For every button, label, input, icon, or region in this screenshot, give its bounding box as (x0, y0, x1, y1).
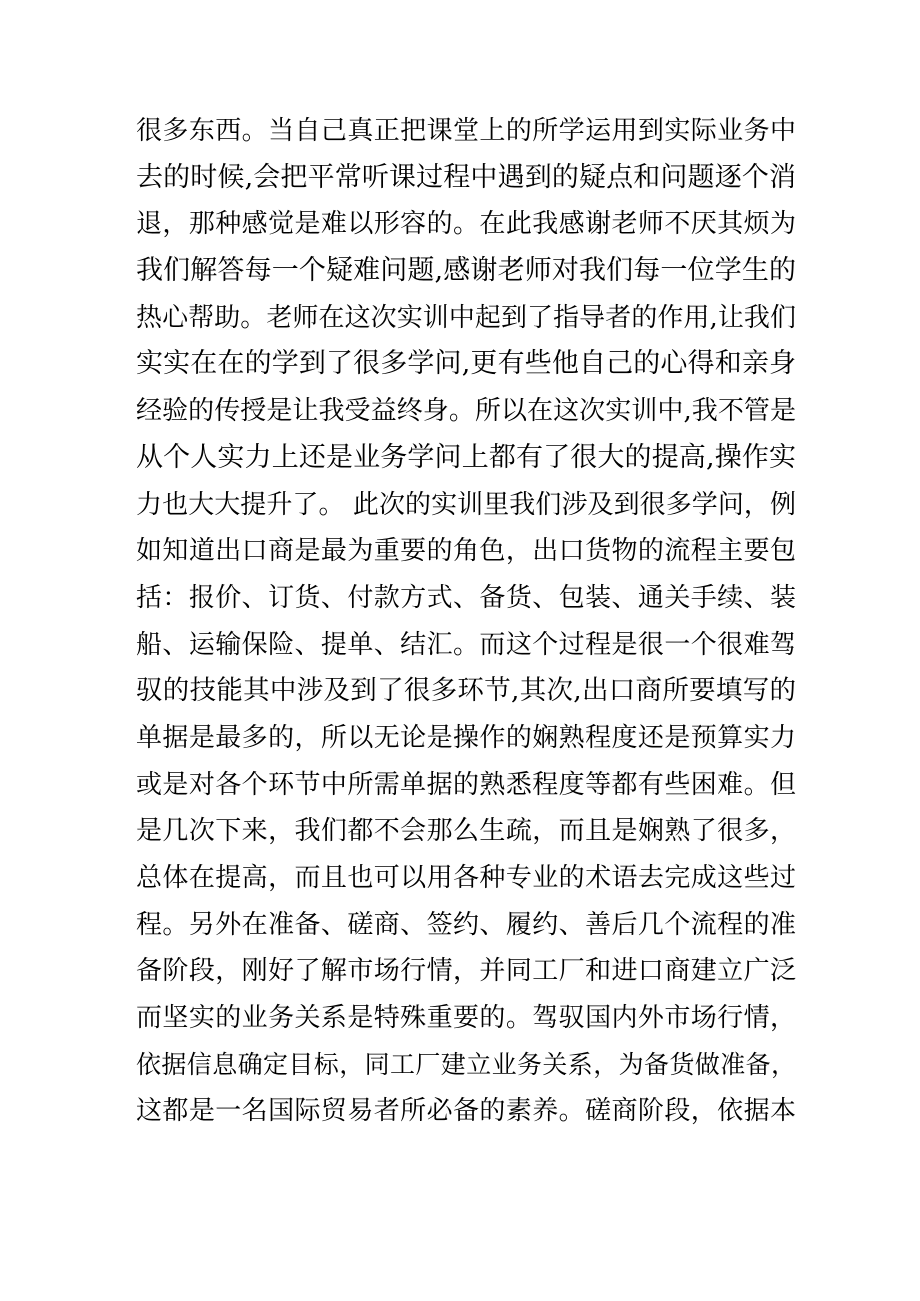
text-line: 单据是最多的，所以无论是操作的娴熟程度还是预算实力 (136, 722, 796, 753)
text-line: 经验的传授是让我受益终身。所以在这次实训中,我不管是 (136, 396, 796, 427)
text-line: 船、运输保险、提单、结汇。而这个过程是很一个很难驾 (136, 629, 796, 660)
text-line: 总体在提高，而且也可以用各种专业的术语去完成这些过 (136, 863, 796, 893)
text-line: 是几次下来，我们都不会那么生疏，而且是娴熟了很多， (136, 816, 796, 847)
text-line: 这都是一名国际贸易者所必备的素养。磋商阶段，依据本 (136, 1096, 796, 1127)
text-line: 程。另外在准备、磋商、签约、履约、善后几个流程的准 (136, 909, 796, 940)
text-line: 退，那种感觉是难以形容的。在此我感谢老师不厌其烦为 (136, 209, 796, 240)
text-line: 括：报价、订货、付款方式、备货、包装、通关手续、装 (136, 582, 796, 613)
text-line: 很多东西。当自己真正把课堂上的所学运用到实际业务中 (136, 116, 796, 146)
body-text (136, 108, 796, 1135)
text-line: 实实在在的学到了很多学问,更有些他自己的心得和亲身 (136, 348, 796, 380)
text-line: 我们解答每一个疑难问题,感谢老师对我们每一位学生的 (136, 255, 796, 287)
text-line: 依据信息确定目标，同工厂建立业务关系，为备货做准备， (136, 1049, 796, 1079)
text-line: 热心帮助。老师在这次实训中起到了指导者的作用,让我们 (136, 302, 796, 333)
text-line: 驭的技能其中涉及到了很多环节,其次,出口商所要填写的 (136, 675, 796, 707)
text-line: 而坚实的业务关系是特殊重要的。驾驭国内外市场行情， (136, 1003, 796, 1034)
text-line: 从个人实力上还是业务学问上都有了很大的提高,操作实 (136, 441, 796, 473)
text-line: 或是对各个环节中所需单据的熟悉程度等都有些困难。但 (136, 769, 796, 800)
text-line: 如知道出口商是最为重要的角色，出口货物的流程主要包 (136, 536, 796, 567)
text-line: 去的时候,会把平常听课过程中遇到的疑点和问题逐个消 (136, 161, 796, 193)
text-line: 力也大大提升了。 此次的实训里我们涉及到很多学问，例 (136, 489, 796, 520)
text-line: 备阶段，刚好了解市场行情，并同工厂和进口商建立广泛 (136, 956, 796, 987)
